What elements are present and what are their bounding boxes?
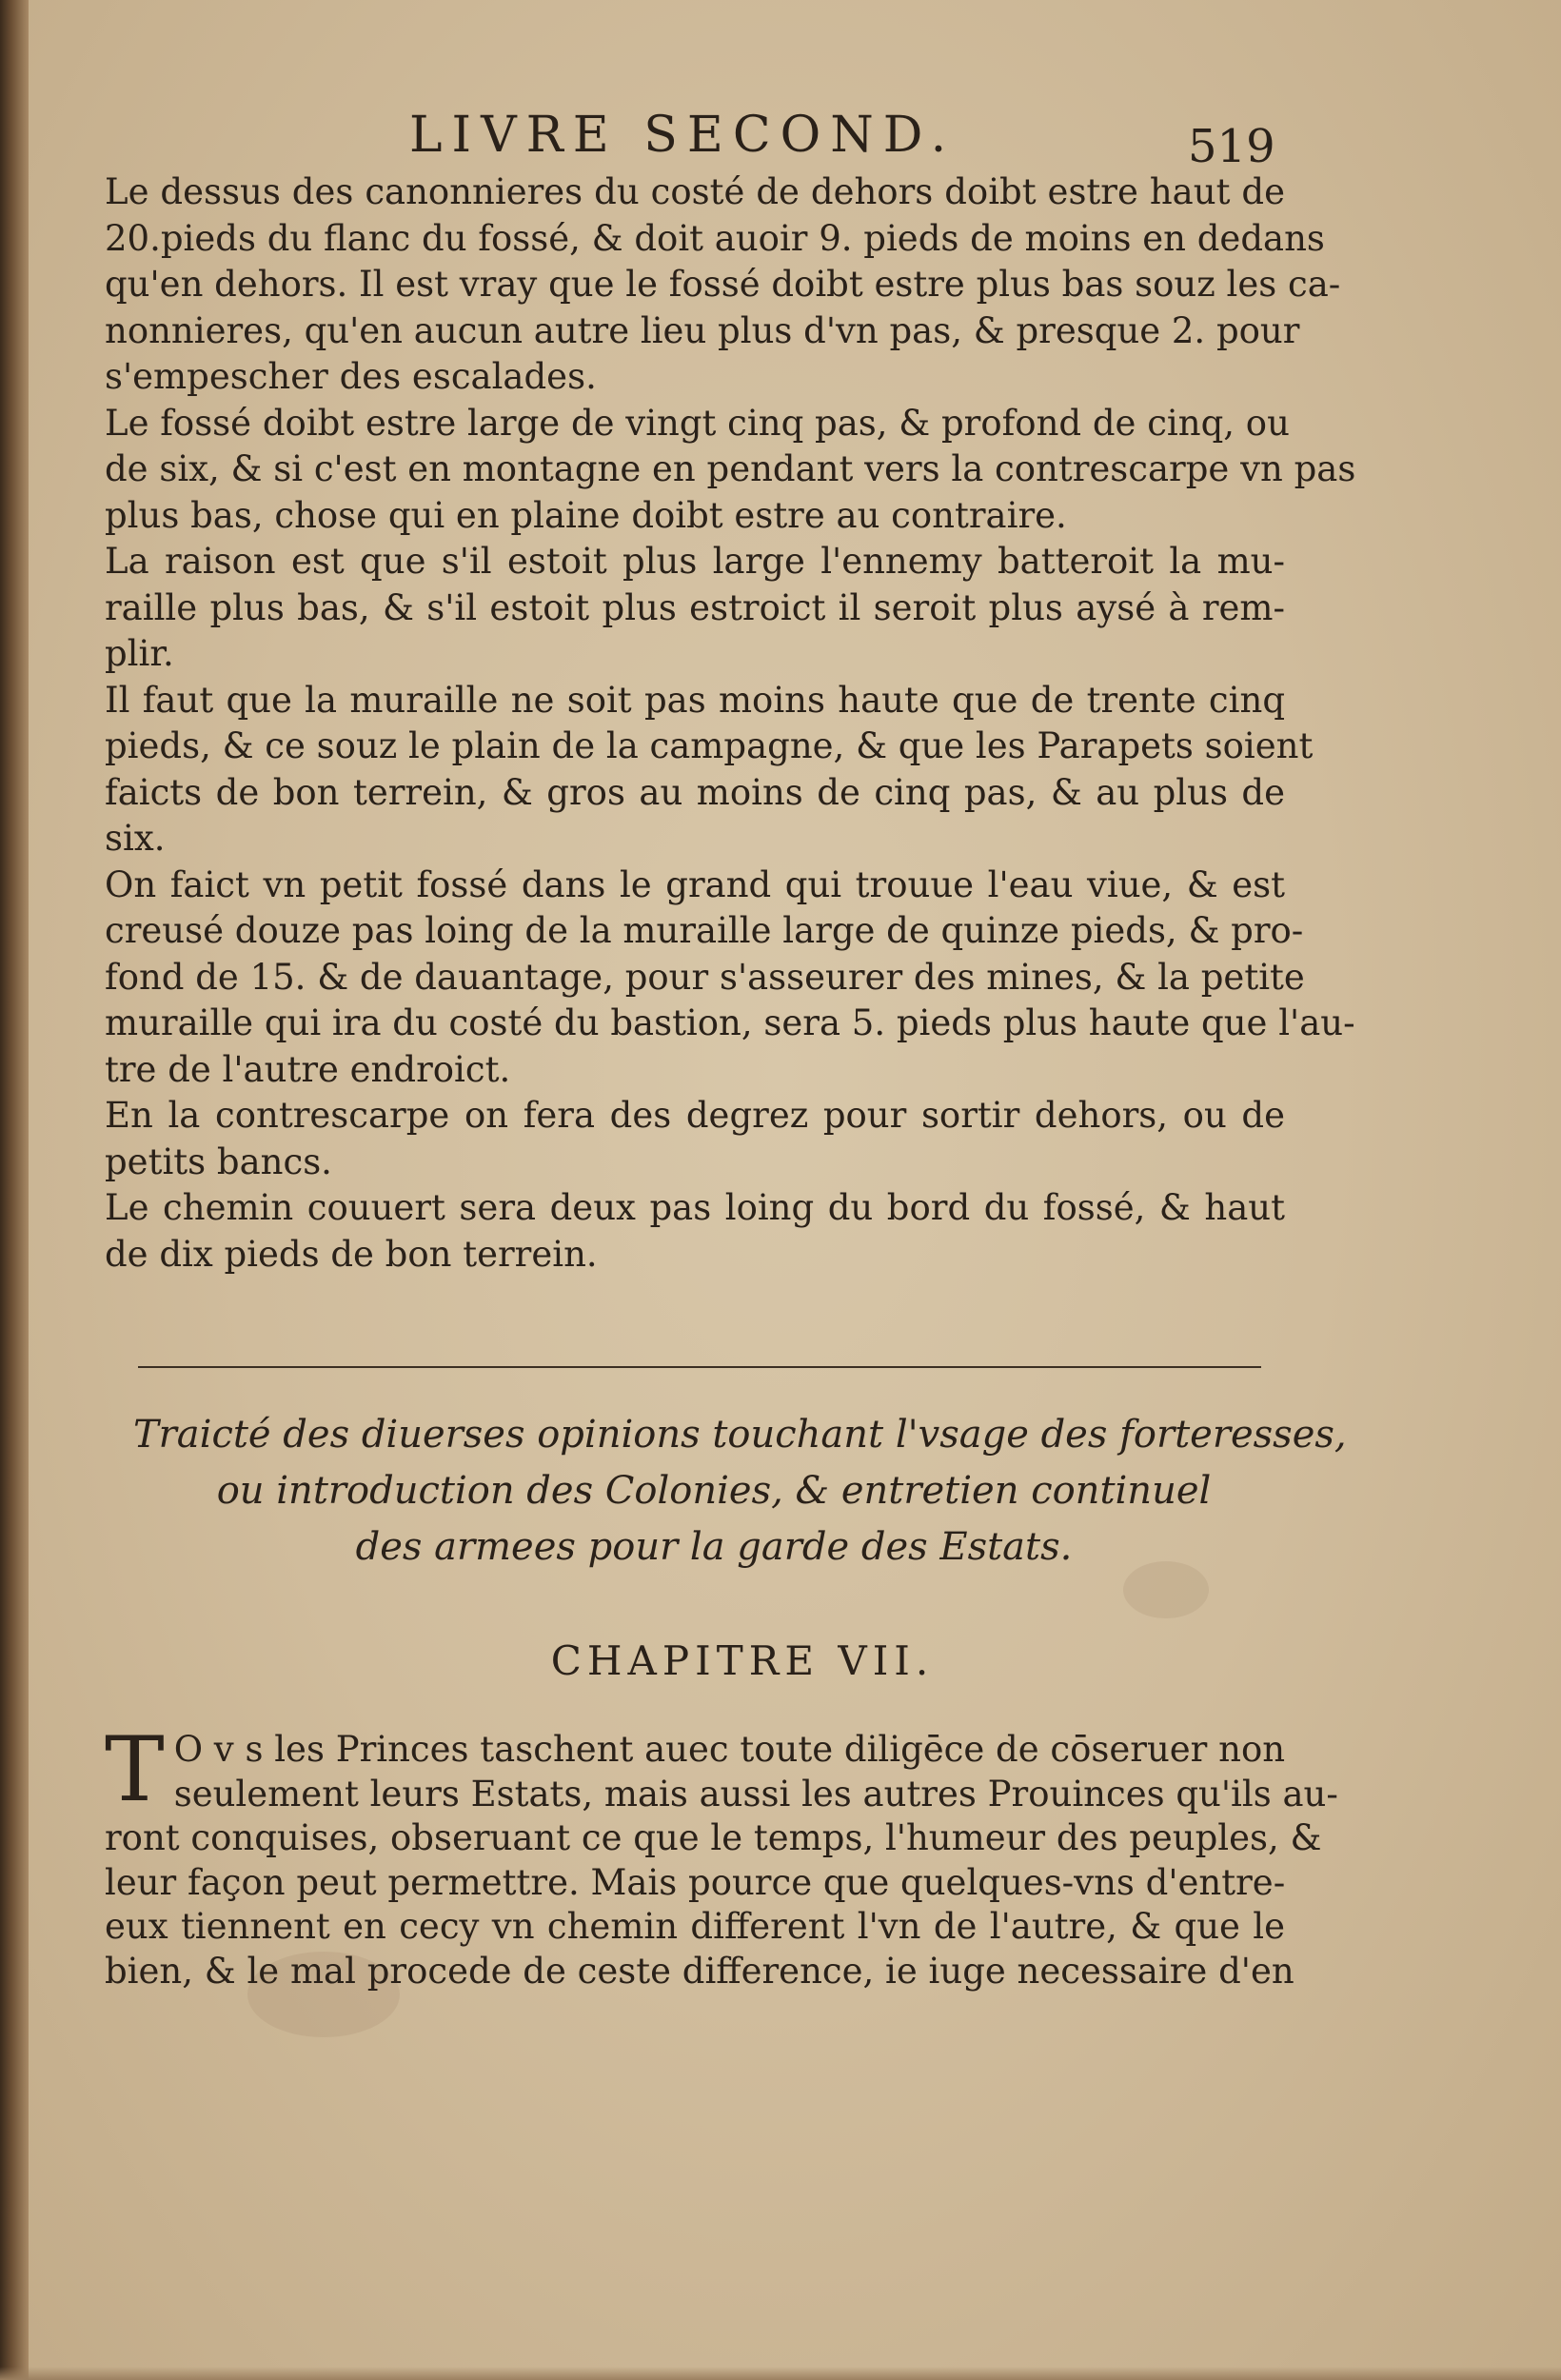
text-line: bien, & le mal procede de ceste difference, ie iuge necessaire d'en xyxy=(105,1950,1294,1992)
chapter-text xyxy=(105,1718,1338,1993)
text-line: petits bancs. xyxy=(105,1140,332,1182)
book-spine xyxy=(0,0,29,2380)
horizontal-rule xyxy=(138,1366,1261,1368)
chapter-title xyxy=(133,1407,1347,1576)
title-line: Traicté des diuerses opinions touchant l'vsage des forteresses, xyxy=(133,1413,1347,1457)
text-line: Le dessus des canonnieres du costé de dehors doibt estre haut de xyxy=(105,171,1285,212)
text-line: Il faut que la muraille ne soit pas moins haute que de trente cinq xyxy=(105,679,1285,721)
text-line: raille plus bas, & s'il estoit plus estroict il seroit plus aysé à rem- xyxy=(105,586,1285,628)
text-line: 20.pieds du flanc du fossé, & doit auoir 9. pieds de moins en dedans xyxy=(105,217,1325,259)
running-title: LIVRE SECOND. xyxy=(409,107,957,164)
text-line: six. xyxy=(105,818,166,859)
text-line: ront conquises, obseruant ce que le temps, l'humeur des peuples, & xyxy=(105,1817,1322,1858)
text-line: La raison est que s'il estoit plus large l'ennemy batteroit la mu- xyxy=(105,541,1285,582)
text-line: nonnieres, qu'en aucun autre lieu plus d'vn pas, & presque 2. pour xyxy=(105,309,1300,351)
drop-cap: T xyxy=(105,1718,165,1822)
text-line: de six, & si c'est en montagne en pendant vers la contrescarpe vn pas xyxy=(105,448,1356,489)
text-line: tre de l'autre endroict. xyxy=(105,1048,511,1090)
page-edge xyxy=(0,2367,1561,2380)
title-line: des armees pour la garde des Estats. xyxy=(355,1525,1073,1569)
text-line: eux tiennent en cecy vn chemin different l'vn de l'autre, & que le xyxy=(105,1906,1285,1947)
text-line: creusé douze pas loing de la muraille large de quinze pieds, & pro- xyxy=(105,910,1304,951)
text-line: Le chemin couuert sera deux pas loing du bord du fossé, & haut xyxy=(105,1187,1285,1228)
text-line: leur façon peut permettre. Mais pource que quelques-vns d'entre- xyxy=(105,1861,1286,1903)
page-number: 519 xyxy=(1188,120,1275,173)
chapter-heading: CHAPITRE VII. xyxy=(550,1637,935,1684)
text-line: de dix pieds de bon terrein. xyxy=(105,1233,598,1275)
text-line: s'empescher des escalades. xyxy=(105,356,597,397)
text-line: En la contrescarpe on fera des degrez pour sortir dehors, ou de xyxy=(105,1095,1285,1136)
text-line: O v s les Princes taschent auec toute diligēce de cōseruer non xyxy=(173,1729,1286,1770)
section-text xyxy=(105,169,1356,1278)
text-line: pieds, & ce souz le plain de la campagne, & que les Parapets soient xyxy=(105,725,1314,766)
text-line: On faict vn petit fossé dans le grand qui trouue l'eau viue, & est xyxy=(105,863,1285,905)
text-line: plir. xyxy=(105,633,174,674)
text-line: Le fossé doibt estre large de vingt cinq pas, & profond de cinq, ou xyxy=(105,402,1290,444)
text-line: faicts de bon terrein, & gros au moins de cinq pas, & au plus de xyxy=(105,771,1285,813)
text-line: muraille qui ira du costé du bastion, sera 5. pieds plus haute que l'au- xyxy=(105,1002,1355,1043)
text-line: plus bas, chose qui en plaine doibt estre au contraire. xyxy=(105,494,1067,536)
text-line: fond de 15. & de dauantage, pour s'asseurer des mines, & la petite xyxy=(105,956,1305,998)
text-line: seulement leurs Estats, mais aussi les autres Prouinces qu'ils au- xyxy=(173,1773,1338,1815)
title-line: ou introduction des Colonies, & entretien continuel xyxy=(216,1469,1212,1513)
text-line: qu'en dehors. Il est vray que le fossé doibt estre plus bas souz les ca- xyxy=(105,264,1341,305)
